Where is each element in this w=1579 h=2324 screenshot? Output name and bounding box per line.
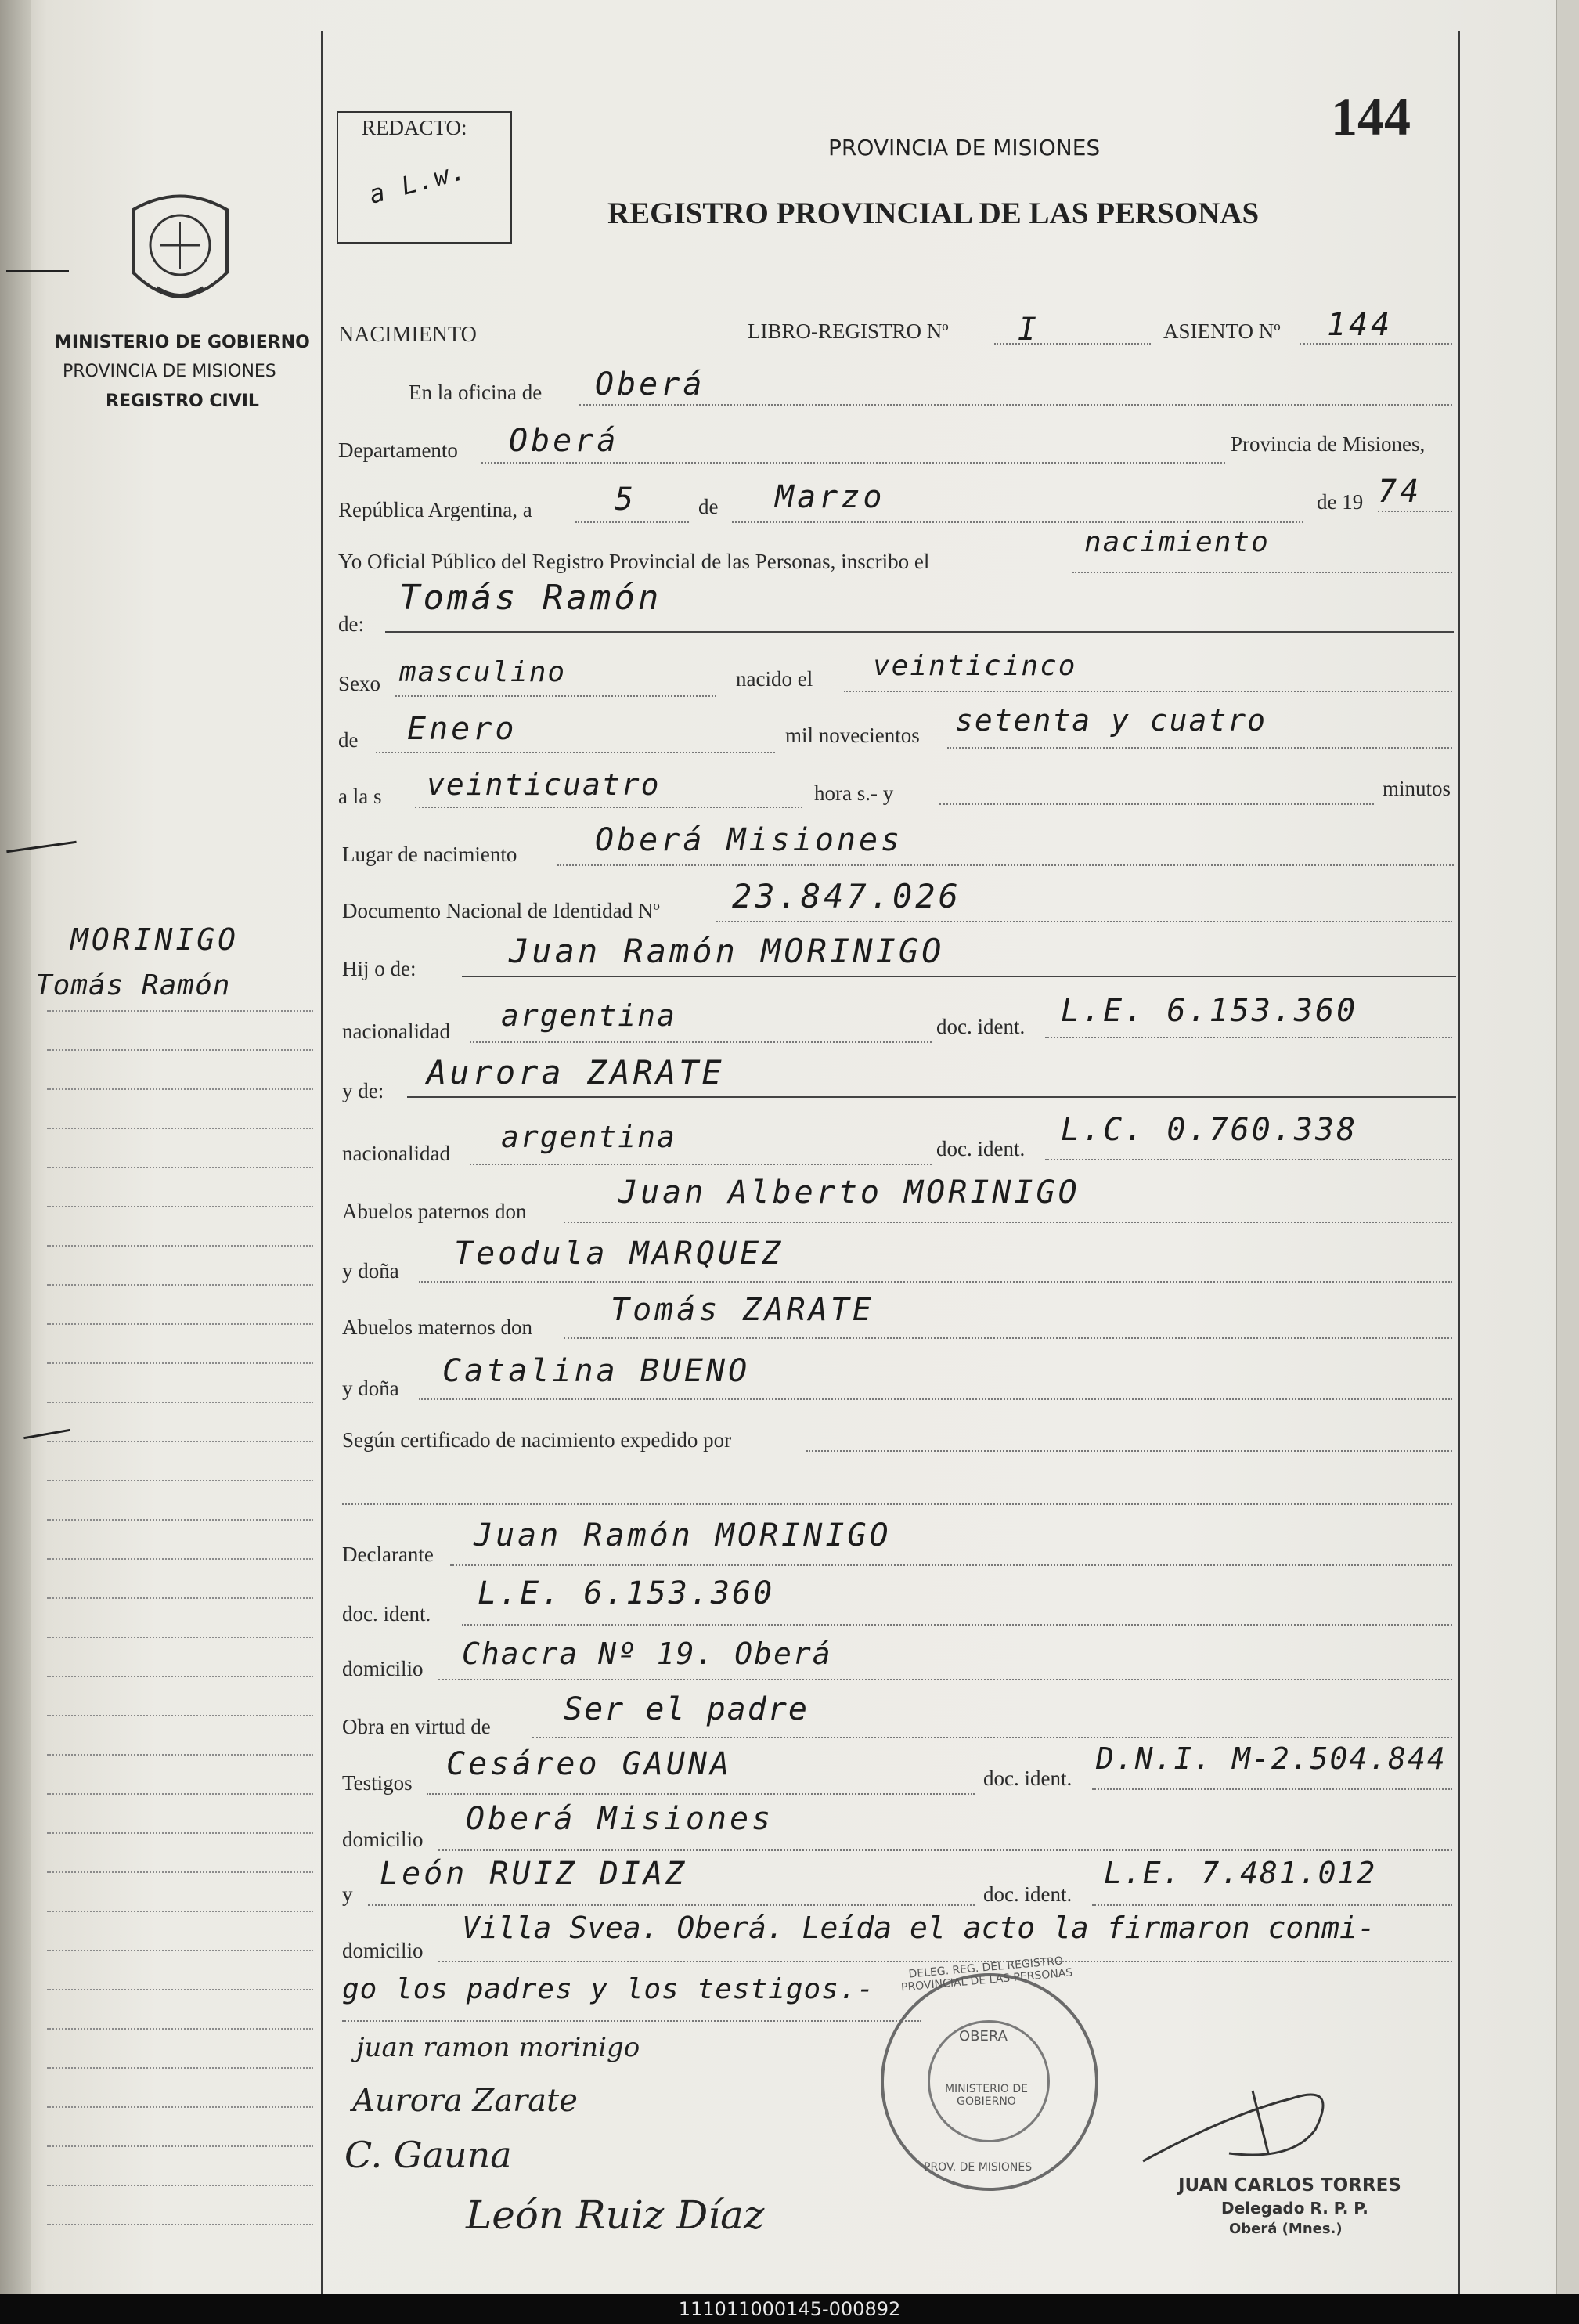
dotted-line (450, 1564, 1452, 1566)
dotted-line (419, 1398, 1452, 1400)
right-rule (1458, 31, 1460, 2294)
dotted-line (1072, 572, 1452, 573)
signature-gauna: C. Gauna (344, 2134, 512, 2176)
father-doc-label: doc. ident. (936, 1015, 1026, 1038)
declarante-label: Declarante (342, 1543, 434, 1566)
coat-of-arms-icon (117, 186, 243, 316)
official-place: Oberá (Mnes.) (1229, 2221, 1343, 2237)
lugar-label: Lugar de nacimiento (342, 843, 517, 866)
dotted-line (342, 2020, 921, 2022)
nacido-value: veinticinco (873, 650, 1077, 682)
declarante-name: Juan Ramón MORINIGO (474, 1517, 892, 1554)
abuelo-paterno: Juan Alberto MORINIGO (618, 1175, 1080, 1211)
obra-label: Obra en virtud de (342, 1715, 491, 1738)
left-province-label: PROVINCIA DE MISIONES (63, 362, 276, 381)
alas-label: a la s (338, 785, 382, 808)
scan-id-bar (0, 2294, 1579, 2324)
margin-line (47, 1245, 313, 1247)
margin-line (47, 1950, 313, 1951)
month-value: Marzo (775, 479, 885, 515)
margin-line (47, 2067, 313, 2069)
province-title: PROVINCIA DE MISIONES (828, 135, 1101, 161)
ministry-label: MINISTERIO DE GOBIERNO (55, 333, 310, 352)
dotted-line (376, 752, 775, 753)
inscribo-value: nacimiento (1084, 526, 1270, 558)
redacto-initials: a L.w. (366, 155, 470, 210)
dotted-line (532, 1737, 1452, 1738)
margin-line (47, 1167, 313, 1168)
margin-line (47, 1676, 313, 1677)
margin-line (47, 1911, 313, 1912)
mother-doc: L.C. 0.760.338 (1061, 1112, 1358, 1148)
dotted-line (564, 1337, 1452, 1339)
dotted-line (470, 1164, 932, 1165)
margin-line (47, 1128, 313, 1129)
solid-line (385, 631, 1454, 633)
official-signature (1135, 2067, 1354, 2169)
margin-line (47, 1597, 313, 1599)
segun-label: Según certificado de nacimiento expedido por (342, 1428, 732, 1452)
hour-value: veinticuatro (427, 767, 661, 802)
dotted-line (564, 1222, 1452, 1223)
margin-line (47, 1558, 313, 1560)
dotted-line (342, 1503, 1452, 1505)
page-edge (1556, 0, 1579, 2294)
testigo1-domicilio: Oberá Misiones (466, 1801, 774, 1837)
mother-name: Aurora ZARATE (427, 1053, 725, 1092)
minutos-label: minutos (1383, 777, 1451, 800)
decl-domicilio-label: domicilio (342, 1657, 424, 1680)
margin-line (47, 1088, 313, 1090)
testigo1-doc-label: doc. ident. (983, 1766, 1072, 1790)
testigo1-name: Cesáreo GAUNA (446, 1746, 733, 1782)
dotted-line (1300, 343, 1452, 345)
testigo1-dom-label: domicilio (342, 1828, 424, 1851)
dotted-line (947, 747, 1452, 749)
margin-line (47, 1637, 313, 1638)
margin-line (47, 1323, 313, 1325)
margin-line (47, 1871, 313, 1873)
binding-edge (0, 0, 31, 2294)
margin-line (47, 1754, 313, 1756)
de-colon-label: de: (338, 612, 364, 636)
margin-line (47, 1989, 313, 1990)
abuelos-pat-label: Abuelos paternos don (342, 1200, 527, 1223)
left-registry-label: REGISTRO CIVIL (106, 392, 259, 411)
father-nat-label: nacionalidad (342, 1019, 450, 1043)
signature-father: juan ramon morinigo (356, 2032, 640, 2063)
decl-doc-label: doc. ident. (342, 1602, 431, 1626)
margin-given-names: Tomás Ramón (35, 969, 231, 1001)
margin-line (47, 1832, 313, 1834)
dotted-line (575, 521, 689, 523)
margin-line (47, 1480, 313, 1481)
margin-line (47, 2028, 313, 2030)
margin-line (47, 2224, 313, 2225)
abuela-paterna: Teodula MARQUEZ (454, 1236, 784, 1272)
margin-surname: MORINIGO (70, 922, 240, 957)
registry-title: REGISTRO PROVINCIAL DE LAS PERSONAS (607, 197, 1260, 230)
dni-value: 23.847.026 (732, 877, 961, 915)
seal-bottom: PROV. DE MISIONES (924, 2161, 1033, 2174)
oficina-label: En la oficina de (409, 381, 543, 404)
republica-label: República Argentina, a (338, 498, 532, 521)
dotted-line (415, 807, 802, 808)
binding-mark (6, 270, 69, 272)
dotted-line (1378, 511, 1452, 512)
dotted-line (1045, 1037, 1452, 1038)
testigo1-doc: D.N.I. M-2.504.844 (1096, 1741, 1447, 1776)
hora-label: hora s.- y (814, 781, 894, 805)
departamento-label: Departamento (338, 438, 458, 462)
declarante-domicilio: Chacra Nº 19. Oberá (462, 1637, 832, 1671)
signature-ruiz-diaz: León Ruiz Díaz (466, 2192, 765, 2238)
mother-nat-label: nacionalidad (342, 1142, 450, 1165)
father-nationality: argentina (501, 998, 676, 1033)
libro-label: LIBRO-REGISTRO Nº (748, 319, 949, 343)
margin-line (47, 1441, 313, 1442)
margin-rule (321, 31, 323, 2294)
provincia-suffix: Provincia de Misiones, (1231, 432, 1426, 456)
margin-line (47, 1049, 313, 1051)
dotted-line (557, 864, 1454, 866)
seal-center-top: OBERA (959, 2028, 1008, 2044)
year-value: 74 (1378, 474, 1422, 510)
margin-line (47, 2145, 313, 2147)
mother-doc-label: doc. ident. (936, 1137, 1026, 1160)
de-month-label: de (338, 728, 359, 752)
margin-line (47, 1793, 313, 1795)
margin-line (47, 1284, 313, 1286)
margin-line (47, 1402, 313, 1403)
birth-year-value: setenta y cuatro (955, 703, 1267, 738)
oficial-text: Yo Oficial Público del Registro Provincial de las Personas, inscribo el (338, 550, 930, 573)
seal-center: MINISTERIO DE GOBIERNO (944, 2083, 1029, 2108)
dotted-line (462, 1624, 1452, 1626)
libro-value: I (1018, 312, 1040, 348)
yde-label: y de: (342, 1079, 384, 1102)
margin-line (47, 1519, 313, 1521)
dotted-line (939, 803, 1374, 805)
father-doc: L.E. 6.153.360 (1061, 993, 1358, 1029)
record-type: NACIMIENTO (338, 323, 477, 347)
dotted-line (419, 1281, 1452, 1283)
abuelo-materno: Tomás ZARATE (611, 1292, 874, 1328)
dotted-line (806, 1450, 1452, 1452)
dotted-line (427, 1793, 975, 1795)
birth-month-value: Enero (407, 711, 517, 747)
dotted-line (438, 1961, 1452, 1962)
dotted-line (470, 1041, 932, 1043)
page-number: 144 (1331, 87, 1411, 146)
testigo2-doc: L.E. 7.481.012 (1104, 1856, 1377, 1890)
dotted-line (395, 695, 716, 697)
obra-value: Ser el padre (564, 1691, 809, 1727)
dotted-line (844, 691, 1452, 692)
dotted-line (438, 1849, 1452, 1851)
scan-id: 111011000145-000892 (678, 2298, 901, 2320)
official-name: JUAN CARLOS TORRES (1178, 2175, 1401, 2196)
closing-text: go los padres y los testigos.- (342, 1973, 875, 2005)
margin-line (47, 1362, 313, 1364)
dotted-line (1092, 1904, 1452, 1906)
dotted-line (368, 1904, 975, 1906)
redacto-label: REDACTO: (362, 116, 467, 139)
redacto-box (337, 111, 512, 244)
child-name: Tomás Ramón (399, 578, 662, 618)
dotted-line (438, 1679, 1452, 1680)
solid-line (407, 1096, 1456, 1098)
oficina-value: Oberá (595, 366, 705, 402)
dotted-line (579, 404, 1452, 406)
dotted-line (1045, 1159, 1452, 1160)
abuela-pat-label: y doña (342, 1259, 399, 1283)
seal-ring-text: DELEG. REG. DEL REGISTRO PROVINCIAL DE LAS PERSONAS (900, 1954, 1073, 1994)
margin-line (47, 1010, 313, 1012)
testigo2-name: León RUIZ DIAZ (380, 1856, 688, 1892)
dotted-line (481, 462, 1225, 464)
declarante-doc: L.E. 6.153.360 (478, 1575, 775, 1611)
mil-label: mil novecientos (785, 724, 920, 747)
asiento-label: ASIENTO Nº (1163, 319, 1281, 343)
margin-line (47, 2106, 313, 2108)
dni-label: Documento Nacional de Identidad Nº (342, 899, 660, 922)
testigo2-doc-label: doc. ident. (983, 1882, 1072, 1906)
mother-nationality: argentina (501, 1120, 676, 1154)
signature-mother: Aurora Zarate (352, 2083, 578, 2119)
dotted-line (1092, 1788, 1452, 1790)
day-value: 5 (615, 482, 637, 518)
margin-line (47, 2185, 313, 2186)
father-name: Juan Ramón MORINIGO (509, 932, 945, 970)
testigos-label: Testigos (342, 1771, 413, 1795)
testigo2-dom-label: domicilio (342, 1939, 424, 1962)
margin-line (47, 1206, 313, 1207)
dotted-line (716, 921, 1452, 922)
sexo-value: masculino (399, 656, 567, 688)
dotted-line (732, 521, 1303, 523)
lugar-value: Oberá Misiones (595, 822, 903, 858)
abuela-mat-label: y doña (342, 1377, 399, 1400)
year-label: de 19 (1317, 490, 1364, 514)
nacido-label: nacido el (736, 667, 813, 691)
official-title: Delegado R. P. P. (1221, 2199, 1368, 2218)
sexo-label: Sexo (338, 672, 380, 695)
testigo2-y-label: y (342, 1882, 353, 1906)
testigo2-domicilio: Villa Svea. Oberá. Leída el acto la firmaron conmi- (462, 1911, 1375, 1945)
hijo-label: Hij o de: (342, 957, 416, 980)
margin-line (47, 1715, 313, 1716)
departamento-value: Oberá (509, 423, 619, 459)
asiento-value: 144 (1327, 307, 1393, 343)
de-label: de (698, 495, 719, 518)
abuela-materna: Catalina BUENO (442, 1353, 751, 1389)
abuelos-mat-label: Abuelos maternos don (342, 1315, 532, 1339)
solid-line (462, 976, 1456, 977)
